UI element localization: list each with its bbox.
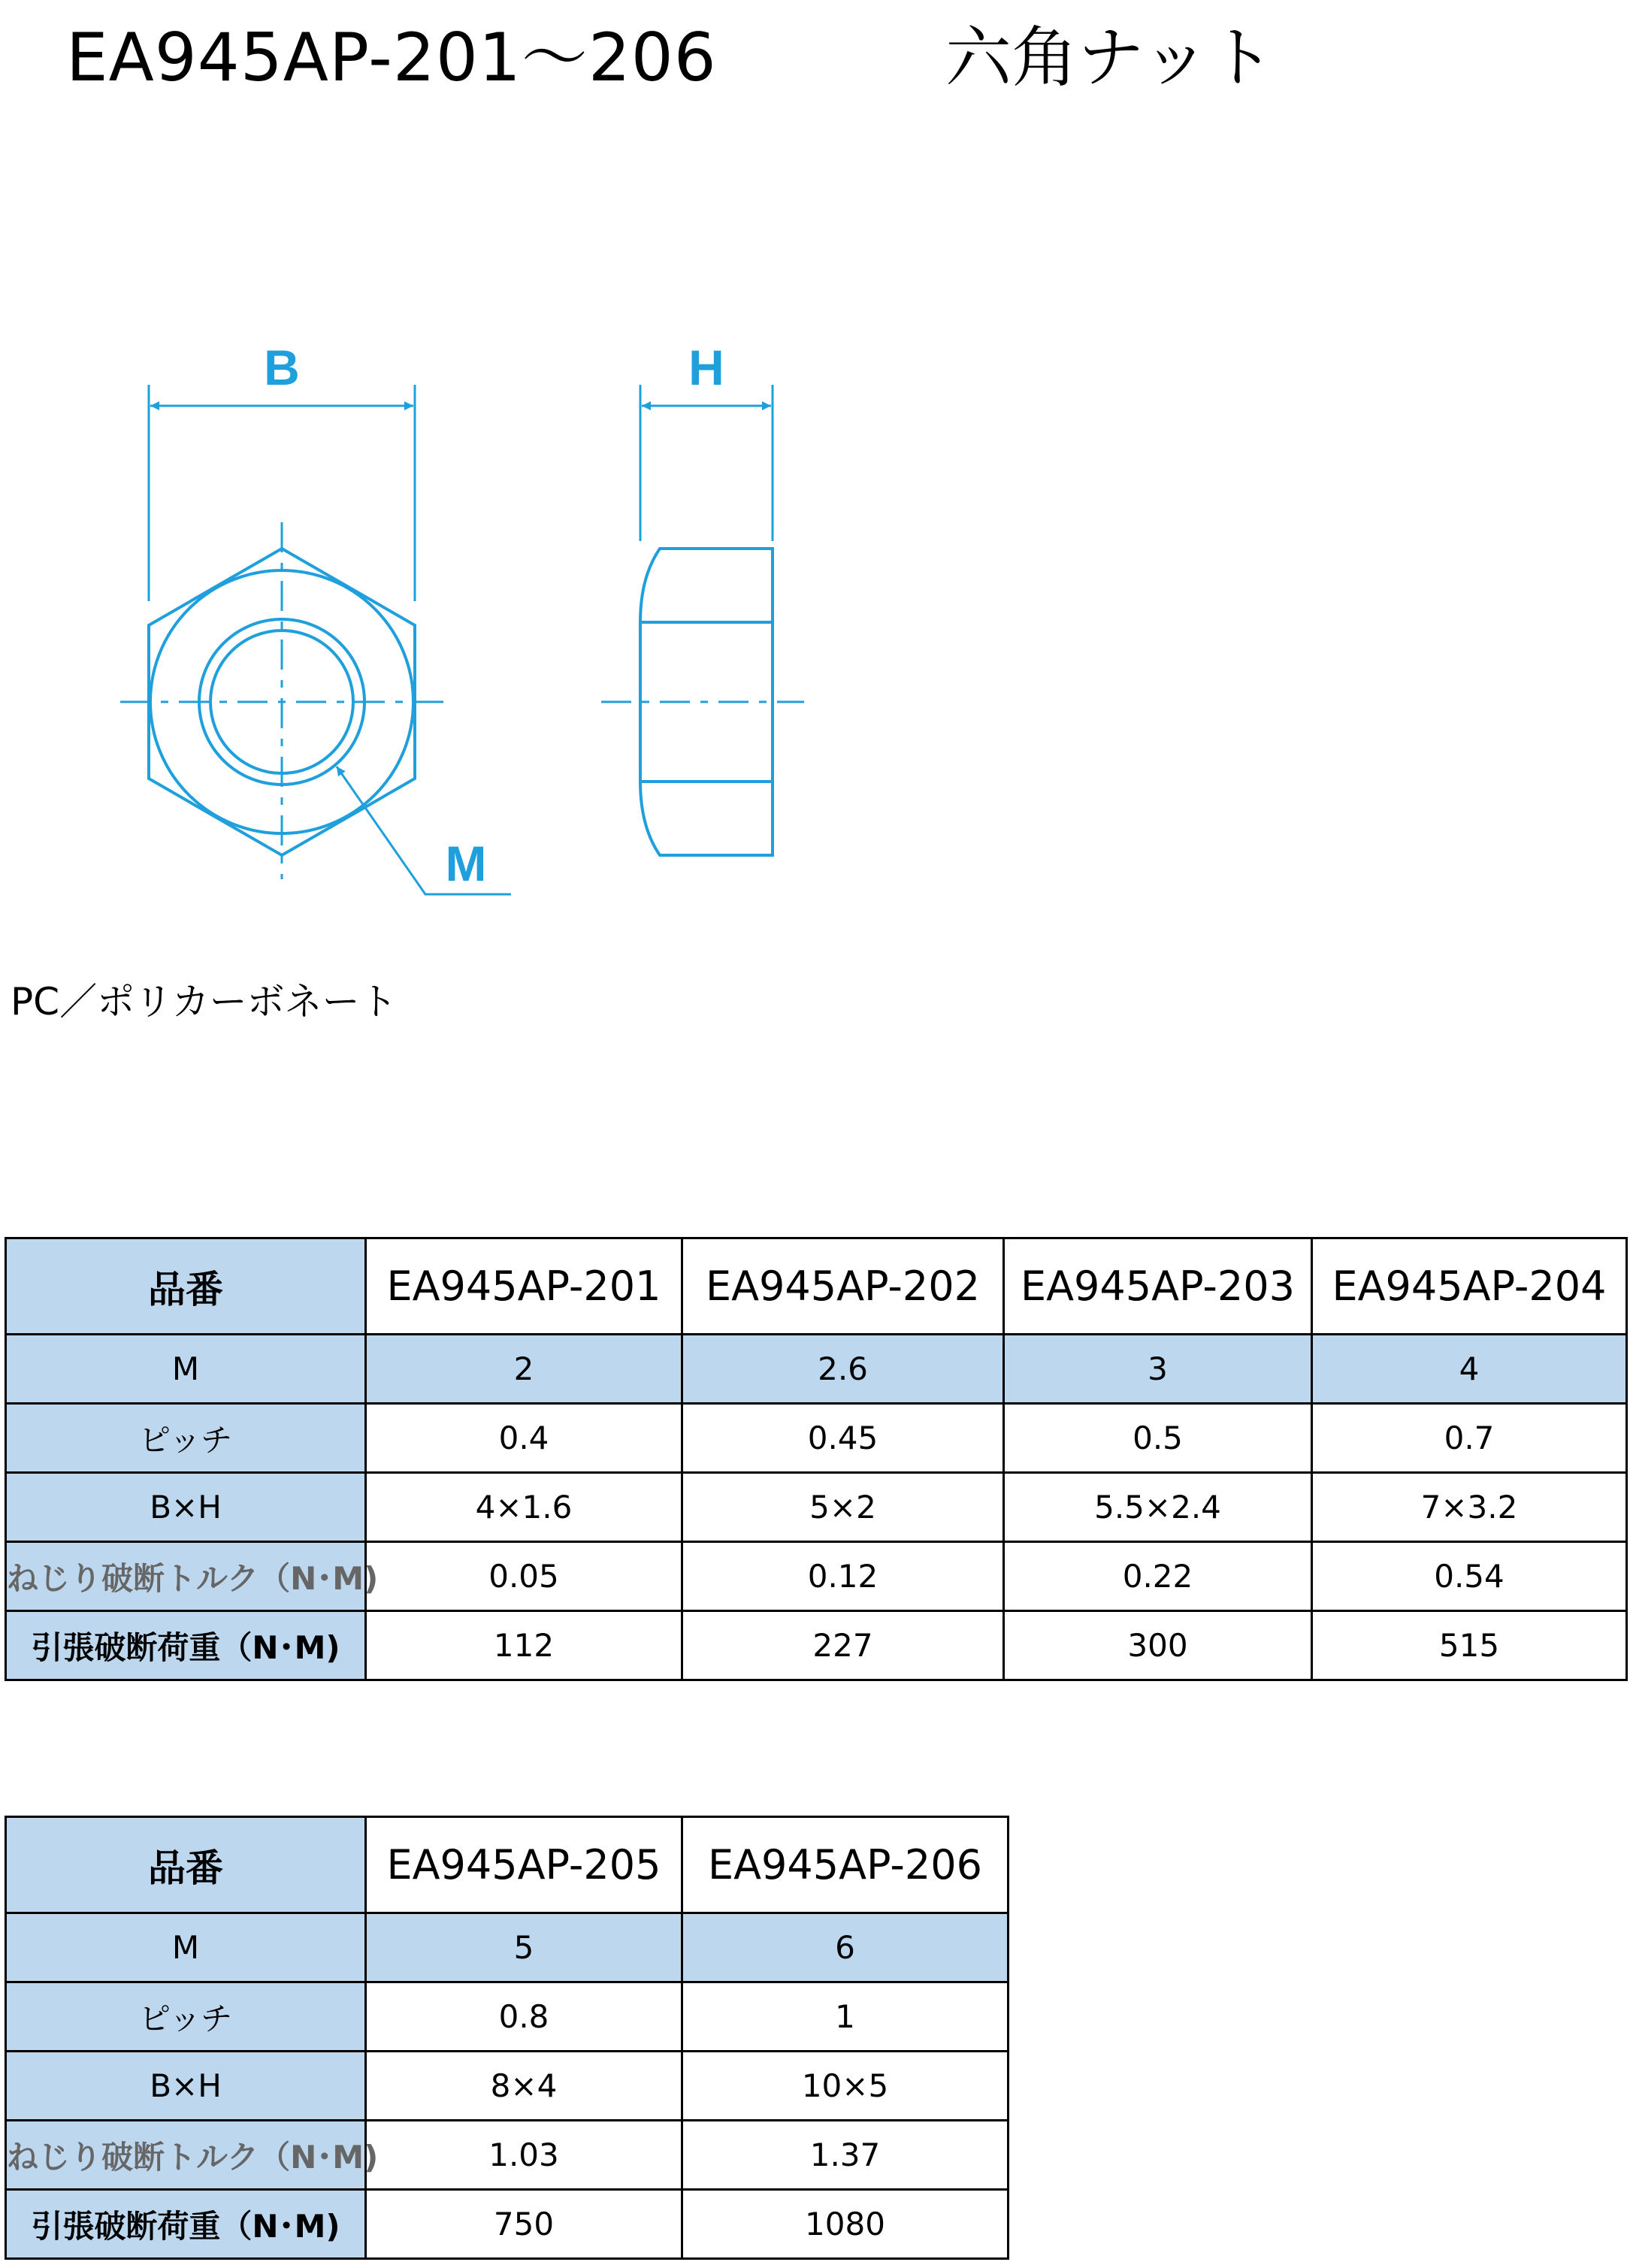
part-number: EA945AP-205 — [366, 1817, 682, 1913]
cell: 112 — [366, 1611, 682, 1680]
cell: 515 — [1312, 1611, 1627, 1680]
cell: 4×1.6 — [366, 1473, 682, 1542]
title-code: EA945AP-201～206 — [66, 19, 717, 96]
cell: 0.5 — [1004, 1404, 1312, 1473]
cell: 5 — [366, 1913, 682, 1982]
cell: 227 — [682, 1611, 1004, 1680]
cell: 0.7 — [1312, 1404, 1627, 1473]
row-tensile — [6, 1611, 1627, 1680]
cell: 0.45 — [682, 1404, 1004, 1473]
header-row — [6, 1238, 1627, 1335]
cell: 2.6 — [682, 1335, 1004, 1404]
cell: 2 — [366, 1335, 682, 1404]
cell: 10×5 — [682, 2052, 1009, 2121]
cell: 3 — [1004, 1335, 1312, 1404]
cell: 4 — [1312, 1335, 1627, 1404]
cell: 1.03 — [366, 2121, 682, 2190]
row-pitch — [6, 1404, 1627, 1473]
row-label: 引張破断荷重（N･M) — [6, 1611, 366, 1680]
cell: 1080 — [682, 2190, 1009, 2259]
row-label: B×H — [6, 2052, 366, 2121]
title-name: 六角ナット — [945, 19, 1275, 96]
row-label: 引張破断荷重（N･M) — [6, 2190, 366, 2259]
cell: 7×3.2 — [1312, 1473, 1627, 1542]
cell: 0.05 — [366, 1542, 682, 1611]
row-label: ピッチ — [6, 1982, 366, 2052]
cell: 0.54 — [1312, 1542, 1627, 1611]
part-number: EA945AP-202 — [682, 1238, 1004, 1335]
row-label: ねじり破断トルク（N･M) — [6, 1542, 366, 1611]
spec-table-1 — [5, 1237, 1628, 1681]
row-tensile — [6, 2190, 1009, 2259]
cell: 1.37 — [682, 2121, 1009, 2190]
row-label: B×H — [6, 1473, 366, 1542]
row-bxh — [6, 2052, 1009, 2121]
row-m — [6, 1335, 1627, 1404]
row-torque — [6, 1542, 1627, 1611]
part-number: EA945AP-204 — [1312, 1238, 1627, 1335]
cell: 8×4 — [366, 2052, 682, 2121]
cell: 300 — [1004, 1611, 1312, 1680]
row-bxh — [6, 1473, 1627, 1542]
spec-table-2 — [5, 1816, 1009, 2260]
cell: 0.12 — [682, 1542, 1004, 1611]
part-number: EA945AP-203 — [1004, 1238, 1312, 1335]
row-label: ピッチ — [6, 1404, 366, 1473]
row-pitch — [6, 1982, 1009, 2052]
cell: 0.22 — [1004, 1542, 1312, 1611]
cell: 0.8 — [366, 1982, 682, 2052]
row-torque — [6, 2121, 1009, 2190]
cell: 6 — [682, 1913, 1009, 1982]
row-m — [6, 1913, 1009, 1982]
header-label: 品番 — [6, 1238, 366, 1335]
header-label: 品番 — [6, 1817, 366, 1913]
row-label: M — [6, 1913, 366, 1982]
material-note: PC／ポリカーボネート — [11, 980, 398, 1024]
dimension-label-m: M — [445, 836, 487, 891]
row-label: ねじり破断トルク（N･M) — [6, 2121, 366, 2190]
cell: 5.5×2.4 — [1004, 1473, 1312, 1542]
row-label: M — [6, 1335, 366, 1404]
cell: 5×2 — [682, 1473, 1004, 1542]
header-row — [6, 1817, 1009, 1913]
dimension-label-b: B — [264, 340, 300, 395]
cell: 1 — [682, 1982, 1009, 2052]
cell: 0.4 — [366, 1404, 682, 1473]
hex-nut-drawing — [0, 316, 827, 917]
part-number: EA945AP-206 — [682, 1817, 1009, 1913]
part-number: EA945AP-201 — [366, 1238, 682, 1335]
dimension-label-h: H — [688, 340, 724, 395]
cell: 750 — [366, 2190, 682, 2259]
